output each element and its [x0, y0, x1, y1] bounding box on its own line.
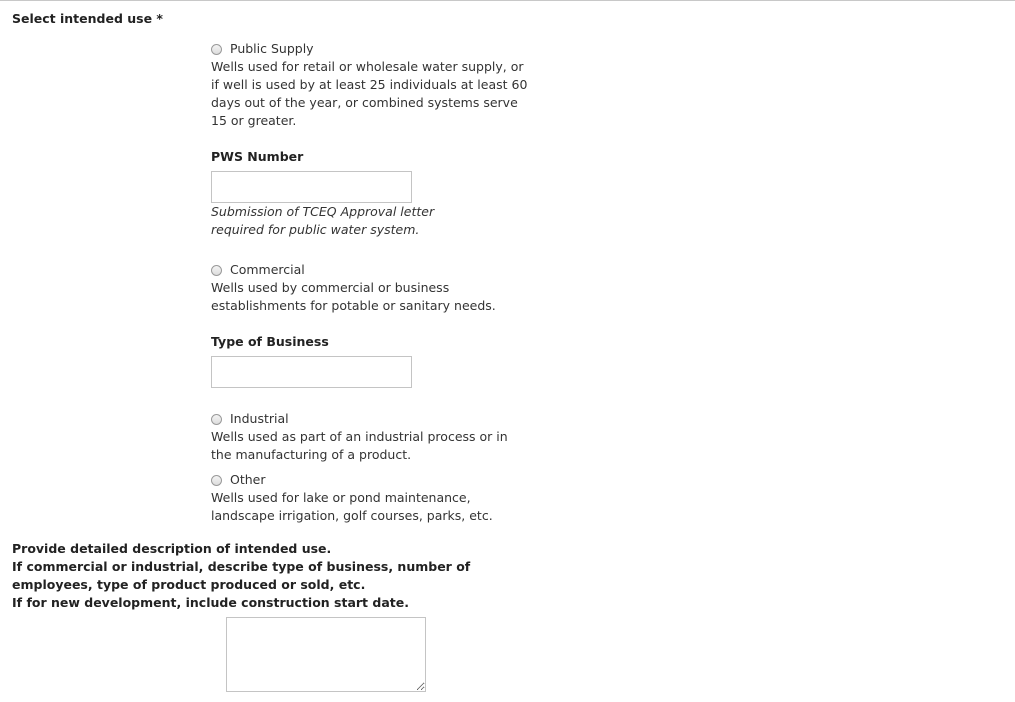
intended-use-label: Select intended use *: [12, 11, 163, 26]
pws-number-label: PWS Number: [211, 149, 304, 164]
commercial-radio[interactable]: [211, 265, 222, 276]
type-of-business-input[interactable]: [211, 356, 412, 388]
commercial-description: [211, 279, 511, 315]
pws-note: [211, 203, 441, 239]
description-line: establishments for potable or sanitary needs.: [211, 298, 496, 313]
description-line: Wells used by commercial or business: [211, 280, 450, 295]
other-radio[interactable]: [211, 475, 222, 486]
type-of-business-label: Type of Business: [211, 334, 329, 349]
note-line: required for public water system.: [211, 222, 420, 237]
description-line: if well is used by at least 25 individuals at least 60: [211, 77, 528, 92]
description-line: Wells used as part of an industrial process or in: [211, 429, 508, 444]
detailed-description-label: [12, 540, 470, 612]
top-divider: [0, 0, 1015, 1]
description-label-line: If commercial or industrial, describe type of business, number of: [12, 559, 471, 574]
other-label: Other: [230, 472, 266, 487]
description-line: landscape irrigation, golf courses, parks, etc.: [211, 508, 493, 523]
option-commercial[interactable]: [211, 261, 305, 279]
description-line: days out of the year, or combined systems serve: [211, 95, 518, 110]
public-supply-label: Public Supply: [230, 41, 314, 56]
description-label-line: If for new development, include construction start date.: [12, 595, 409, 610]
description-line: the manufacturing of a product.: [211, 447, 412, 462]
pws-number-input[interactable]: [211, 171, 412, 203]
description-line: 15 or greater.: [211, 113, 297, 128]
description-line: Wells used for retail or wholesale water supply, or: [211, 59, 524, 74]
detailed-description-textarea[interactable]: [226, 617, 426, 692]
commercial-label: Commercial: [230, 262, 305, 277]
option-industrial[interactable]: [211, 410, 289, 428]
description-label-line: Provide detailed description of intended use.: [12, 541, 332, 556]
other-description: [211, 489, 511, 525]
note-line: Submission of TCEQ Approval letter: [211, 204, 435, 219]
public-supply-radio[interactable]: [211, 44, 222, 55]
description-label-line: employees, type of product produced or sold, etc.: [12, 577, 366, 592]
industrial-description: [211, 428, 511, 464]
industrial-label: Industrial: [230, 411, 289, 426]
option-public-supply[interactable]: [211, 40, 314, 58]
public-supply-description: [211, 58, 528, 130]
description-line: Wells used for lake or pond maintenance,: [211, 490, 471, 505]
industrial-radio[interactable]: [211, 414, 222, 425]
option-other[interactable]: [211, 471, 266, 489]
